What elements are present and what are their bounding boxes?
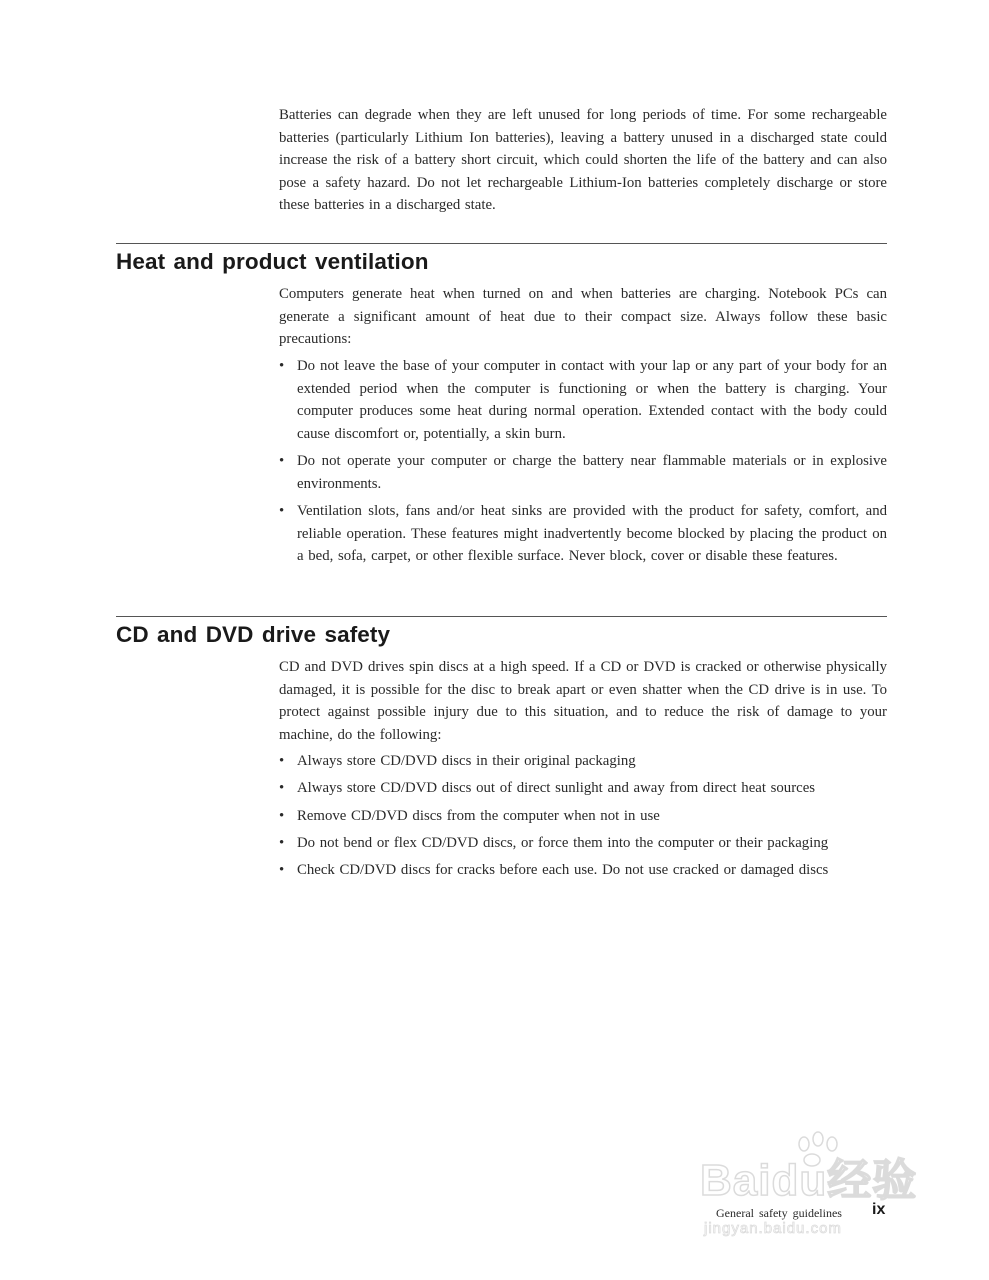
list-item-text: Do not leave the base of your computer in contact with your lap or any part of your body for an extended period when the computer is functioning or when the battery is charging. Your computer produces some heat during normal operation. Extended contact with the body could cause discomfort or, potentially, a skin burn.	[297, 358, 887, 442]
list-item-text: Always store CD/DVD discs out of direct sunlight and away from direct heat sources	[297, 780, 816, 797]
list-item	[279, 859, 887, 882]
list-item	[279, 750, 887, 773]
list-item	[279, 777, 887, 800]
intro-paragraph: Batteries can degrade when they are left unused for long periods of time. For some rechargeable batteries (particularly Lithium Ion batteries), leaving a battery unused in a discharged state could increase the risk of a battery short circuit, which could shorten the life of the battery and can also pose a safety hazard. Do not let rechargeable Lithium-Ion batteries completely discharge or store these batteries in a discharged state.	[279, 107, 887, 213]
heat-precautions-list	[279, 355, 887, 573]
bullet-icon: •	[279, 753, 285, 769]
watermark-logo-text: Baidu经验	[700, 1156, 918, 1205]
heat-section-intro: Computers generate heat when turned on and when batteries are charging. Notebook PCs can generate a significant amount of heat due to their compact size. Always follow these basic precautions:	[279, 286, 887, 347]
section-divider-heat	[116, 243, 887, 244]
bullet-icon: •	[279, 862, 285, 879]
list-item-text: Remove CD/DVD discs from the computer when not in use	[297, 807, 660, 824]
bullet-icon: •	[279, 453, 285, 469]
cd-section-intro: CD and DVD drives spin discs at a high speed. If a CD or DVD is cracked or otherwise physically damaged, it is possible for the disc to break apart or even shatter when the CD drive is in use. To protect against possible injury due to this situation, and to reduce the risk of damage to your machine, do the following:	[279, 659, 887, 743]
list-item-text: Check CD/DVD discs for cracks before each use. Do not use cracked or damaged discs	[297, 862, 829, 879]
heat-section-title: Heat and product ventilation	[116, 249, 429, 274]
page-number: ix	[872, 1201, 886, 1218]
list-item	[279, 832, 887, 855]
cd-section-title: CD and DVD drive safety	[116, 622, 391, 647]
bullet-icon: •	[279, 503, 285, 519]
list-item	[279, 805, 887, 828]
footer-section-name: General safety guidelines	[716, 1206, 842, 1220]
list-item-text: Do not operate your computer or charge the battery near flammable materials or in explosive environments.	[297, 453, 887, 492]
list-item-text: Do not bend or flex CD/DVD discs, or force them into the computer or their packaging	[297, 834, 829, 851]
watermark-url: jingyan.baidu.com	[704, 1220, 842, 1237]
bullet-icon: •	[279, 358, 285, 374]
bullet-icon: •	[279, 807, 285, 824]
cd-precautions-list	[279, 750, 887, 886]
list-item-text: Always store CD/DVD discs in their original packaging	[297, 753, 636, 769]
section-divider-cd	[116, 616, 887, 617]
baidu-watermark	[700, 1130, 940, 1240]
list-item	[279, 450, 887, 495]
bullet-icon: •	[279, 780, 285, 797]
list-item-text: Ventilation slots, fans and/or heat sinks are provided with the product for safety, comfort, and reliable operation. These features might inadvertently become blocked by placing the product on a bed, sofa, carpet, or other flexible surface. Never block, cover or disable these features.	[297, 503, 887, 564]
bullet-icon: •	[279, 834, 285, 851]
list-item	[279, 355, 887, 445]
list-item	[279, 500, 887, 568]
